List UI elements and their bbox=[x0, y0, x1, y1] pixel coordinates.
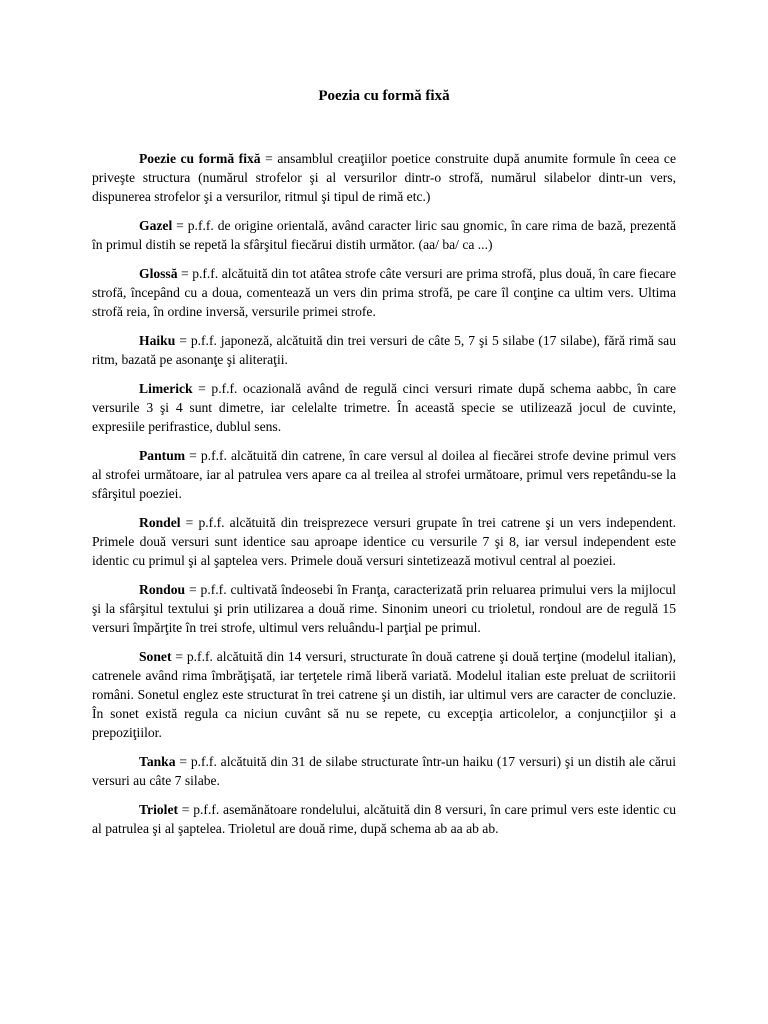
entry-pantum bbox=[92, 446, 676, 503]
entry-definition: = p.f.f. cultivată îndeosebi în Franţa, caracterizată prin reluarea primului vers la mijlocul şi la sfârşitul textului şi prin utilizarea a două rime. Sinonim uneori cu trioletul, rondoul are de regulă 15 versuri împărţite în trei strofe, ultimul vers reluându-l parţial pe primul. bbox=[92, 582, 676, 635]
entry-term: Haiku bbox=[139, 333, 176, 348]
entry-term: Limerick bbox=[139, 381, 193, 396]
entry-poezie-cu-forma-fixa bbox=[92, 149, 676, 206]
entry-glossa bbox=[92, 264, 676, 321]
entry-term: Pantum bbox=[139, 448, 186, 463]
entry-term: Gazel bbox=[139, 218, 173, 233]
entry-rondel bbox=[92, 513, 676, 570]
document-title: Poezia cu formă fixă bbox=[318, 88, 450, 104]
entry-gazel bbox=[92, 216, 676, 254]
entry-haiku bbox=[92, 331, 676, 369]
entry-term: Glossă bbox=[139, 266, 178, 281]
entry-term: Tanka bbox=[139, 754, 176, 769]
entry-definition: = p.f.f. ocazională având de regulă cinci versuri rimate după schema aabbc, în care versurile 3 şi 4 sunt dimetre, iar celelalte trimetre. În această specie se utilizează jocul de cuvinte, expresiile perifrastice, dublul sens. bbox=[92, 381, 676, 434]
entry-definition: = ansamblul creaţiilor poetice construite după anumite formule în ceea ce priveşte structura (numărul strofelor şi al versurilor dintr-o strofă, numărul silabelor dintr-un vers, dispunerea strofelor şi a versurilor, ritmul şi tipul de rimă etc.) bbox=[92, 151, 676, 204]
entry-term: Poezie cu formă fixă bbox=[139, 151, 261, 166]
entry-sonet bbox=[92, 647, 676, 742]
entry-definition: = p.f.f. alcătuită din catrene, în care versul al doilea al fiecărei strofe devine primul vers al strofei următoare, iar al patrulea vers apare ca al treilea al strofei următoare, primul vers repetându-se la sfârşitul poeziei. bbox=[92, 448, 676, 501]
entry-definition: = p.f.f. alcătuită din 14 versuri, structurate în două catrene şi două terţine (modelul italian), catrenele având rima îmbrăţişată, iar terţetele rimă liberă variată. Modelul italian este preluat de scriitorii români. Sonetul englez este structurat în trei catrene şi un distih, iar ultimul vers are caracter de concluzie. În sonet există regula ca niciun cuvânt să nu se repete, cu excepţia articolelor, a conjuncţiilor şi a prepoziţiilor. bbox=[92, 649, 676, 740]
entry-tanka bbox=[92, 752, 676, 790]
entry-definition: = p.f.f. alcătuită din treisprezece versuri grupate în trei catrene şi un vers independent. Primele două versuri sunt identice sau aproape identice cu versurile 7 şi 8, iar versul independent este identic cu primul şi al şaptelea vers. Primele două versuri sintetizează motivul central al poeziei. bbox=[92, 515, 676, 568]
entry-term: Sonet bbox=[139, 649, 172, 664]
entry-triolet bbox=[92, 800, 676, 838]
entry-definition: = p.f.f. alcătuită din 31 de silabe structurate într-un haiku (17 versuri) şi un distih ale cărui versuri au câte 7 silabe. bbox=[92, 754, 676, 788]
entry-term: Rondel bbox=[139, 515, 181, 530]
entry-term: Triolet bbox=[139, 802, 179, 817]
entry-definition: = p.f.f. asemănătoare rondelului, alcătuită din 8 versuri, în care primul vers este identic cu al patrulea şi al şaptelea. Trioletul are două rime, după schema ab aa ab ab. bbox=[92, 802, 676, 836]
entry-limerick bbox=[92, 379, 676, 436]
entry-rondou bbox=[92, 580, 676, 637]
entry-definition: = p.f.f. japoneză, alcătuită din trei versuri de câte 5, 7 şi 5 silabe (17 silabe), fără rimă sau ritm, bazată pe asonanţe şi aliteraţii. bbox=[92, 333, 676, 367]
entry-definition: = p.f.f. de origine orientală, având caracter liric sau gnomic, în care rima de bază, prezentă în primul distih se repetă la sfârşitul fiecărui distih următor. (aa/ ba/ ca ...) bbox=[92, 218, 676, 252]
entry-definition: = p.f.f. alcătuită din tot atâtea strofe câte versuri are prima strofă, plus două, în care fiecare strofă, începând cu a doua, comentează un vers din prima strofă, pe care îl conţine ca ultim vers. Ultima strofă reia, în ordine inversă, versurile primei strofe. bbox=[92, 266, 676, 319]
entry-term: Rondou bbox=[139, 582, 186, 597]
